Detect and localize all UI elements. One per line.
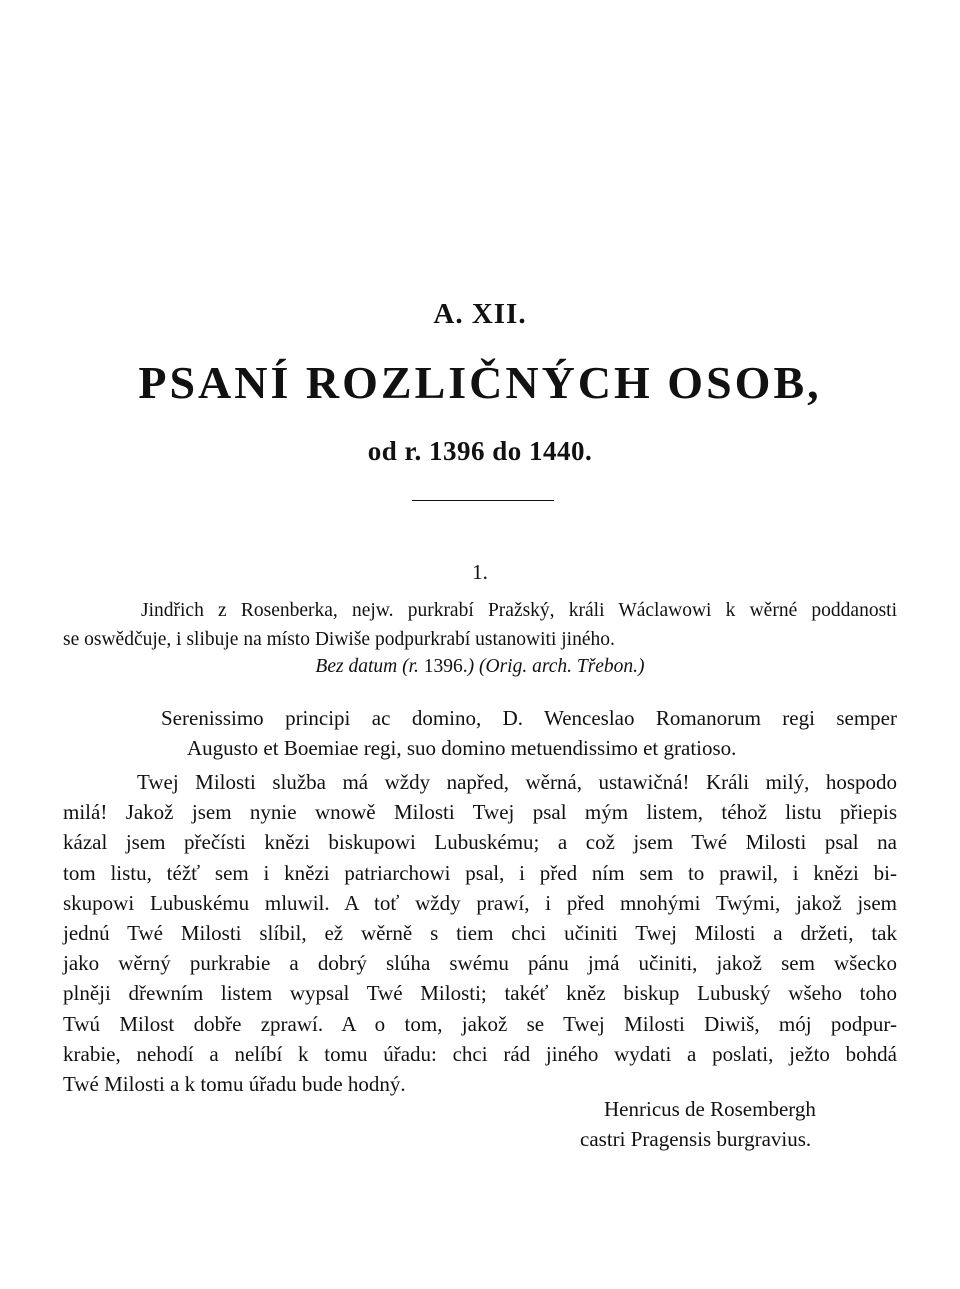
salutation-line: Augusto et Boemiae regi, suo domino metuendissimo et gratioso.	[187, 736, 737, 760]
signature-line: Henricus de Rosembergh	[604, 1097, 816, 1121]
body-line: jako wěrný purkrabie a dobrý slúha swému pánu jmá učiniti, jakož sem wšecko	[63, 951, 897, 976]
summary-line: se oswědčuje, i slibuje na místo Diwiše podpurkrabí ustanowiti jiného.	[63, 629, 615, 650]
salutation	[161, 703, 897, 763]
signature-block	[580, 1094, 880, 1154]
salutation-line: Serenissimo principi ac domino, D. Wenceslao Romanorum regi semper	[161, 706, 897, 730]
document-summary	[63, 596, 897, 654]
dating-year: 1396.	[423, 656, 468, 677]
date-range: od r. 1396 do 1440.	[367, 436, 593, 466]
body-line: Twej Milosti služba má wždy napřed, wěrná, ustawičná! Králi milý, hospodo	[137, 770, 897, 794]
body-line: milá! Jakož jsem nynie wnowě Milosti Twej psal mým listem, téhož listu přiepis	[63, 800, 897, 825]
letter-body	[63, 767, 897, 1099]
divider-rule	[412, 500, 554, 501]
document-number: 1.	[472, 560, 488, 584]
body-line: krabie, nehodí a nelíbí k tomu úřadu: chci rád jiného wydati a poslati, ježto bohdá	[63, 1041, 897, 1066]
signature-line: castri Pragensis burgravius.	[580, 1127, 812, 1151]
body-line: tom listu, téžť sem i knězi patriarchowi psal, i před ním sem to prawil, i knězi bi-	[63, 860, 897, 885]
section-label: A. XII.	[433, 298, 527, 330]
body-line: plněji dřewním listem wypsal Twé Milosti; takéť kněz biskup Lubuský wšeho toho	[63, 981, 897, 1006]
body-line: kázal jsem přečísti knězi biskupowi Lubuskému; a což jsem Twé Milosti psal na	[63, 830, 897, 855]
body-line: skupowi Lubuskému mluwil. A toť wždy prawí, i před mnohými Twými, jakož jsem	[63, 890, 897, 915]
page-title: PSANÍ ROZLIČNÝCH OSOB,	[138, 357, 822, 408]
dating-part: ) (Orig. arch. Třebon.)	[467, 656, 645, 677]
dating-note	[0, 656, 960, 678]
dating-part: Bez datum (r.	[315, 656, 424, 677]
body-line: Twé Milosti a k tomu úřadu bude hodný.	[63, 1072, 406, 1097]
body-line: Twú Milost dobře zprawí. A o tom, jakož se Twej Milosti Diwiš, mój podpur-	[63, 1011, 897, 1036]
summary-line: Jindřich z Rosenberka, nejw. purkrabí Pražský, králi Wáclawowi k wěrné poddanosti	[141, 600, 897, 621]
body-line: jednú Twé Milosti slíbil, ež wěrně s tiem chci učiniti Twej Milosti a držeti, tak	[63, 921, 897, 946]
